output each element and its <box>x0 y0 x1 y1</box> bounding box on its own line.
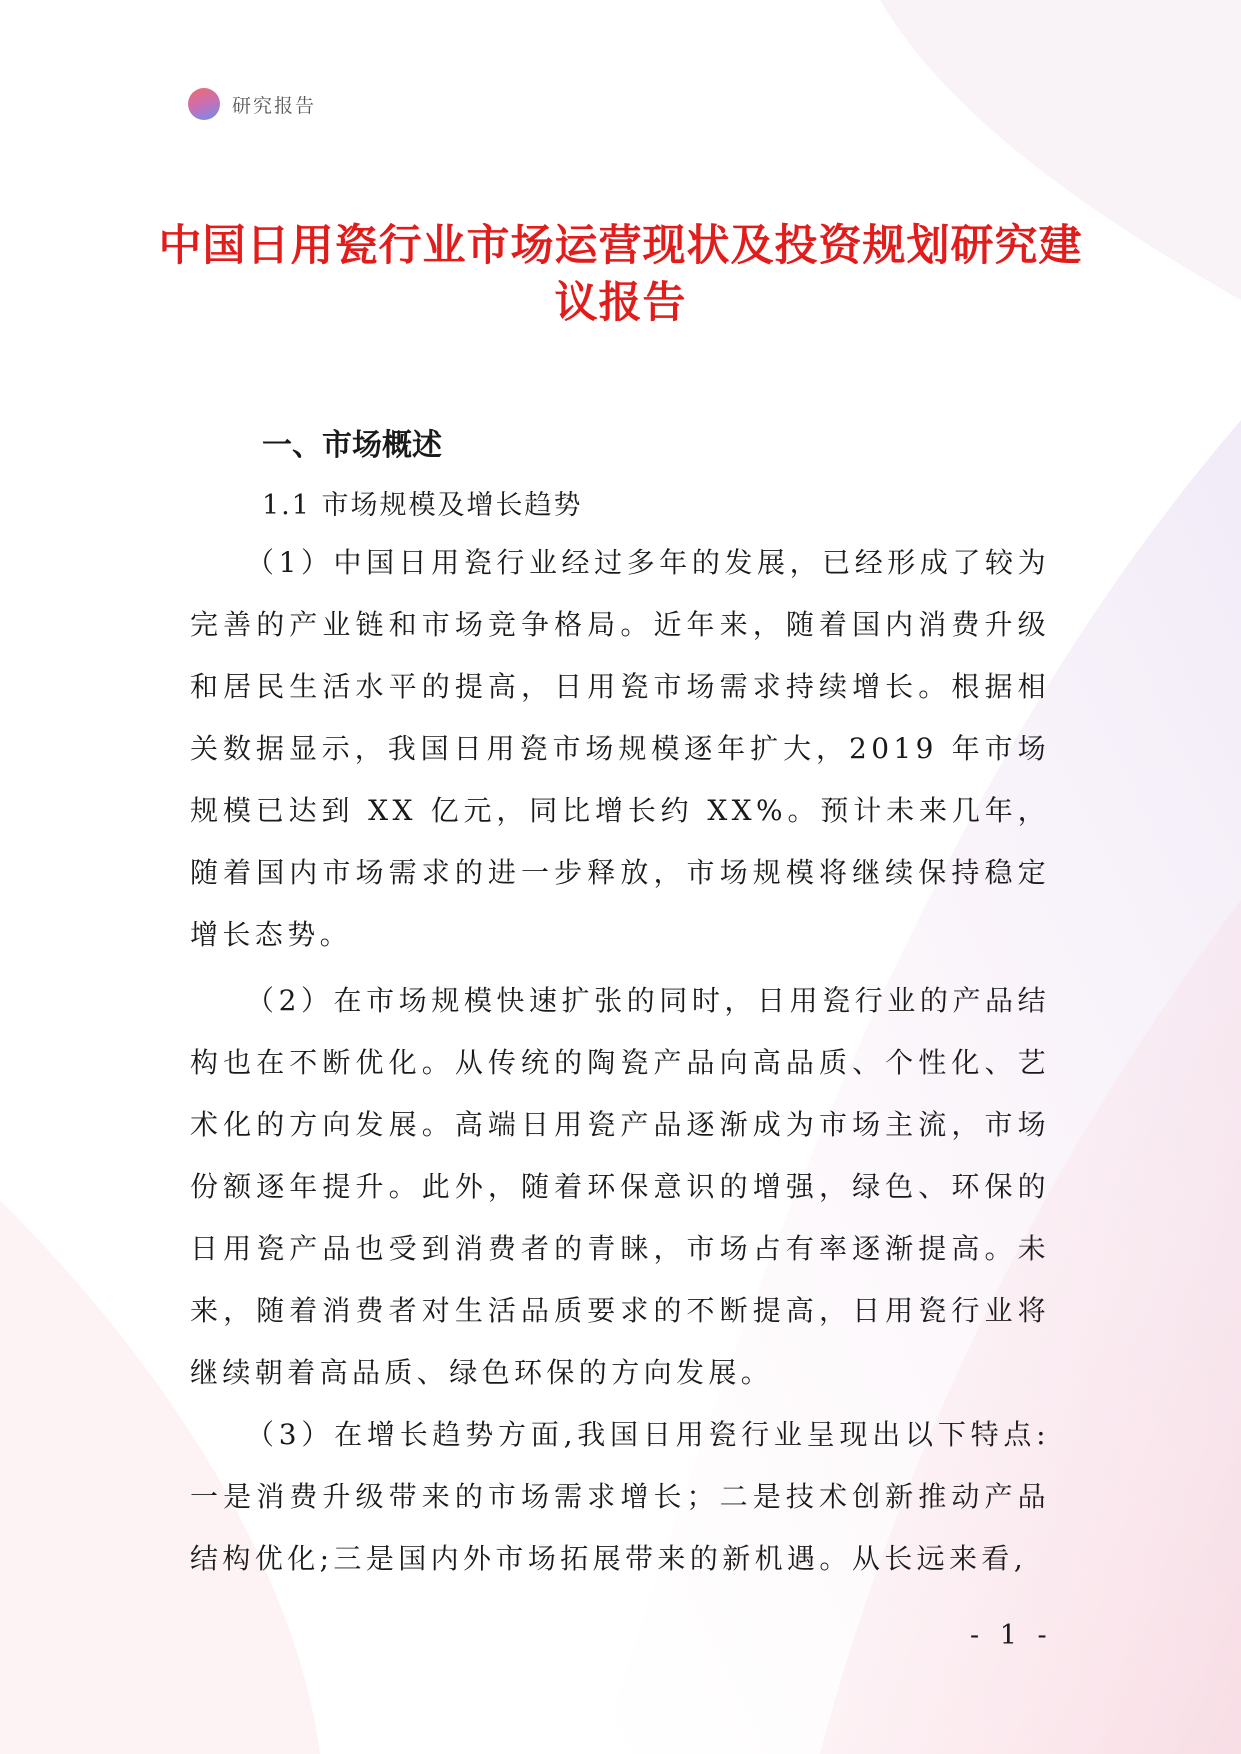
page-number: - 1 - <box>970 1620 1053 1651</box>
brand-logo-icon <box>188 88 220 120</box>
page-header <box>188 88 316 120</box>
section-heading: 一、市场概述 <box>262 428 442 463</box>
header-label: 研究报告 <box>232 94 317 117</box>
paragraph-3: （3）在增长趋势方面,我国日用瓷行业呈现出以下特点:一是消费升级带来的市场需求增长；二是技术创新推动产品结构优化;三是国内外市场拓展带来的新机遇。从长远来看, <box>190 1418 1050 1575</box>
subsection-heading: 1.1 市场规模及增长趋势 <box>262 490 583 521</box>
document-title: 中国日用瓷行业市场运营现状及投资规划研究建议报告 <box>158 221 1083 328</box>
paragraph-2: （2）在市场规模快速扩张的同时，日用瓷行业的产品结构也在不断优化。从传统的陶瓷产品向高品质、个性化、艺术化的方向发展。高端日用瓷产品逐渐成为市场主流，市场份额逐年提升。此外，随着环保意识的增强，绿色、环保的日用瓷产品也受到消费者的青睐，市场占有率逐渐提高。未来，随着消费者对生活品质要求的不断提高，日用瓷行业将继续朝着高品质、绿色环保的方向发展。 <box>190 984 1050 1389</box>
paragraph-1: （1）中国日用瓷行业经过多年的发展，已经形成了较为完善的产业链和市场竞争格局。近年来，随着国内消费升级和居民生活水平的提高，日用瓷市场需求持续增长。根据相关数据显示，我国日用瓷市场规模逐年扩大，2019 年市场规模已达到 XX 亿元，同比增长约 XX%。预计未来几年，随着国内市场需求的进一步释放，市场规模将继续保持稳定增长态势。 <box>190 546 1050 951</box>
